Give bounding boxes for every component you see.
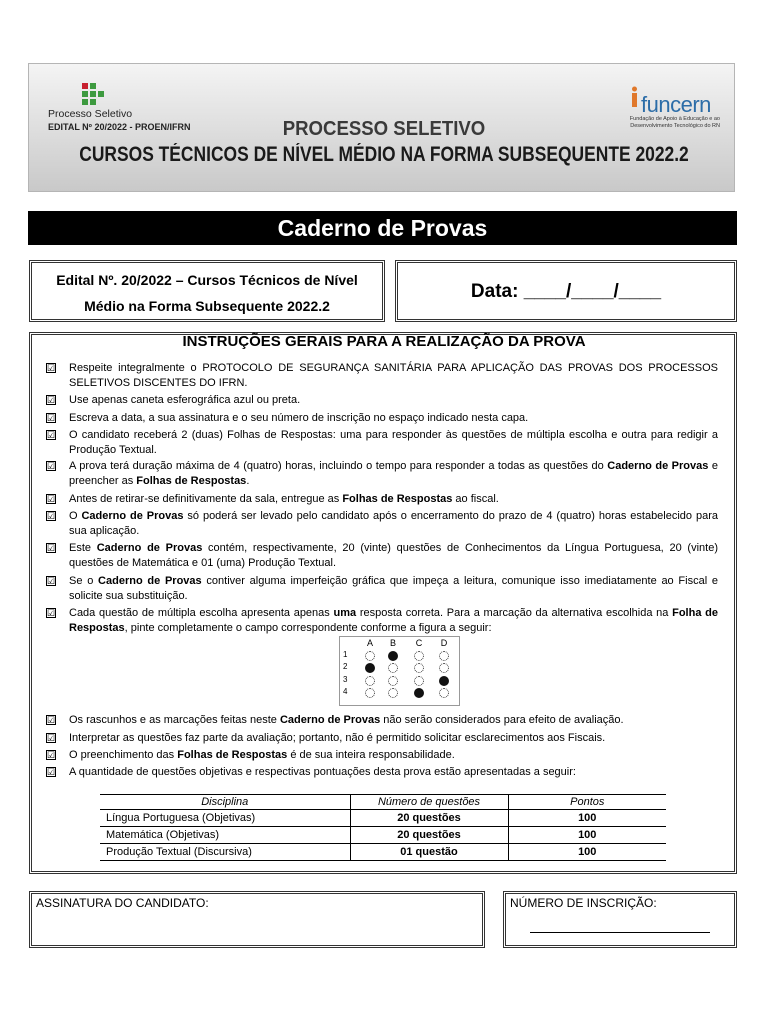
bubble-empty: [388, 688, 398, 698]
table-cell: 20 questões: [350, 827, 508, 844]
table-row: [100, 810, 666, 827]
bubble-empty: [414, 676, 424, 686]
checkbox-icon: ☑: [47, 750, 56, 760]
bubble-row-label: 4: [343, 687, 348, 696]
bubble-empty: [439, 663, 449, 673]
instruction-item: [46, 731, 718, 746]
table-header-cell: Pontos: [508, 795, 666, 810]
table-row: [100, 844, 666, 861]
bubble-empty: [388, 663, 398, 673]
checkbox-icon: ☑: [47, 715, 56, 725]
instruction-item: [46, 428, 718, 458]
instruction-item: [46, 765, 718, 780]
instruction-item: [46, 411, 718, 426]
inscricao-label: NÚMERO DE INSCRIÇÃO:: [510, 896, 657, 910]
ifrn-edital-label: EDITAL Nº 20/2022 - PROEN/IFRN: [48, 122, 191, 132]
checkbox-icon: ☑: [47, 576, 56, 586]
bubble-column-label: C: [415, 638, 423, 648]
instruction-text: O preenchimento das Folhas de Respostas é de sua inteira responsabilidade.: [69, 749, 455, 761]
bubble-empty: [414, 663, 424, 673]
ifrn-logo-icon: [82, 83, 104, 109]
table-cell: Matemática (Objetivas): [100, 827, 350, 844]
funcern-subtitle: Fundação de Apoio à Educação e ao Desenvolvimento Tecnológico do RN: [629, 116, 720, 129]
table-header-row: [100, 795, 666, 810]
checkbox-icon: ☑: [47, 430, 56, 440]
instruction-item: [46, 393, 718, 408]
checkbox-icon: ☑: [47, 767, 56, 777]
bubble-empty: [365, 651, 375, 661]
bubble-empty: [388, 676, 398, 686]
instruction-item: [46, 509, 718, 539]
inscricao-field[interactable]: [503, 891, 737, 948]
instruction-text: Se o Caderno de Provas contiver alguma imperfeição gráfica que impeça a leitura, comunique isso imediatamente ao Fiscal e solicite sua substituição.: [69, 575, 718, 602]
instruction-text: O candidato receberá 2 (duas) Folhas de Respostas: uma para responder às questões de múltipla escolha e outra para redigir a Produção Textual.: [69, 429, 718, 456]
bubble-filled: [439, 676, 449, 686]
funcern-logo-icon: [626, 86, 642, 108]
instruction-text: Interpretar as questões faz parte da avaliação; portanto, não é permitido solicitar esclarecimentos aos Fiscais.: [69, 732, 606, 744]
table-header-cell: Disciplina: [100, 795, 350, 810]
bubble-empty: [365, 676, 375, 686]
bubble-column-label: D: [440, 638, 448, 648]
instruction-item: [46, 606, 718, 636]
funcern-name: funcern: [641, 92, 711, 117]
banner-title: PROCESSO SELETIVO: [282, 118, 486, 140]
instruction-text: A prova terá duração máxima de 4 (quatro) horas, incluindo o tempo para responder a todas as questões do Caderno de Provas e preencher as Folhas de Respostas.: [69, 460, 718, 487]
bubble-filled: [414, 688, 424, 698]
instruction-item: [46, 361, 718, 391]
date-field[interactable]: Data: ____/____/____: [395, 260, 737, 322]
banner-subtitle: CURSOS TÉCNICOS DE NÍVEL MÉDIO NA FORMA SUBSEQUENTE 2022.2: [79, 143, 689, 166]
checkbox-icon: ☑: [47, 363, 56, 373]
bubble-filled: [365, 663, 375, 673]
checkbox-icon: ☑: [47, 543, 56, 553]
checkbox-icon: ☑: [47, 494, 56, 504]
bubble-empty: [365, 688, 375, 698]
inscricao-line: [530, 932, 710, 933]
signature-label: ASSINATURA DO CANDIDATO:: [36, 896, 209, 910]
instruction-item: [46, 459, 718, 489]
instruction-text: Escreva a data, a sua assinatura e o seu número de inscrição no espaço indicado nesta capa.: [69, 412, 529, 424]
checkbox-icon: ☑: [47, 608, 56, 618]
instruction-item: [46, 492, 718, 507]
checkbox-icon: ☑: [47, 511, 56, 521]
edital-box: [29, 260, 385, 322]
bubble-row-label: 2: [343, 662, 348, 671]
instruction-item: [46, 574, 718, 604]
table-cell: Língua Portuguesa (Objetivas): [100, 810, 350, 827]
checkbox-icon: ☑: [47, 461, 56, 471]
instruction-item: [46, 713, 718, 728]
edital-line-2: Médio na Forma Subsequente 2022.2: [84, 298, 330, 314]
signature-field[interactable]: [29, 891, 485, 948]
bubble-empty: [414, 651, 424, 661]
instruction-text: Antes de retirar-se definitivamente da sala, entregue as Folhas de Respostas ao fiscal.: [69, 493, 499, 505]
instruction-text: Respeite integralmente o PROTOCOLO DE SEGURANÇA SANITÁRIA PARA APLICAÇÃO DAS PROVAS DOS PROCESSOS SELETIVOS DISCENTES DO IFRN.: [69, 362, 718, 389]
table-cell: Produção Textual (Discursiva): [100, 844, 350, 861]
checkbox-icon: ☑: [47, 733, 56, 743]
instruction-text: A quantidade de questões objetivas e respectivas pontuações desta prova estão apresentadas a seguir:: [69, 766, 576, 778]
table-cell: 01 questão: [350, 844, 508, 861]
table-cell: 100: [508, 827, 666, 844]
bubble-row-label: 3: [343, 675, 348, 684]
score-table: [100, 794, 666, 861]
instructions-title: INSTRUÇÕES GERAIS PARA A REALIZAÇÃO DA PROVA: [182, 333, 586, 350]
edital-line-1: Edital Nº. 20/2022 – Cursos Técnicos de Nível: [56, 272, 358, 288]
bubble-empty: [439, 688, 449, 698]
caderno-title: Caderno de Provas: [28, 211, 737, 245]
instruction-text: Este Caderno de Provas contém, respectivamente, 20 (vinte) questões de Conhecimentos da Língua Portuguesa, 20 (vinte) questões de Matemática e 01 (uma) Produção Textual.: [69, 542, 718, 569]
instruction-item: [46, 541, 718, 571]
table-cell: 100: [508, 844, 666, 861]
ifrn-process-label: Processo Seletivo: [48, 108, 133, 120]
checkbox-icon: ☑: [47, 413, 56, 423]
bubble-column-label: A: [366, 638, 373, 648]
instruction-text: Os rascunhos e as marcações feitas neste Caderno de Provas não serão considerados para efeito de avaliação.: [69, 714, 624, 726]
table-row: [100, 827, 666, 844]
table-cell: 100: [508, 810, 666, 827]
bubble-filled: [388, 651, 398, 661]
bubble-column-label: B: [389, 638, 396, 648]
instruction-text: Use apenas caneta esferográfica azul ou preta.: [69, 394, 301, 406]
bubble-row-label: 1: [343, 650, 348, 659]
instruction-item: [46, 748, 718, 763]
instruction-text: O Caderno de Provas só poderá ser levado pelo candidato após o encerramento do prazo de 4 (quatro) horas estabelecido para sua aplicação.: [69, 510, 718, 537]
table-cell: 20 questões: [350, 810, 508, 827]
checkbox-icon: ☑: [47, 395, 56, 405]
bubble-empty: [439, 651, 449, 661]
table-header-cell: Número de questões: [350, 795, 508, 810]
instruction-text: Cada questão de múltipla escolha apresenta apenas uma resposta correta. Para a marcação da alternativa escolhida na Folha de Respostas, pinte completamente o campo correspondente conforme a figura a seguir:: [69, 607, 718, 634]
